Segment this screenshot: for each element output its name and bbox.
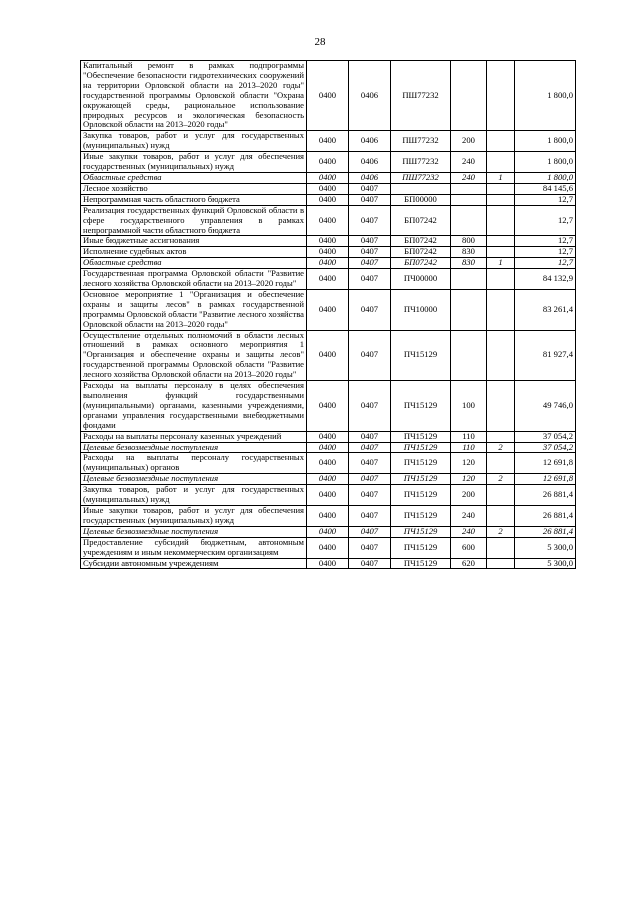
row-subsection-code: 0407 (349, 381, 391, 432)
table-row (81, 537, 576, 558)
row-amount: 37 054,2 (515, 431, 576, 442)
row-expense-type: 200 (451, 485, 487, 506)
row-subsection-code: 0406 (349, 61, 391, 131)
row-name: Иные бюджетные ассигнования (81, 236, 307, 247)
row-section-code: 0400 (307, 236, 349, 247)
row-section-code: 0400 (307, 152, 349, 173)
row-target-article: ПЧ10000 (391, 289, 451, 330)
row-expense-type: 240 (451, 526, 487, 537)
row-expense-type: 600 (451, 537, 487, 558)
row-funding-source (487, 194, 515, 205)
row-funding-source (487, 269, 515, 290)
row-amount: 49 746,0 (515, 381, 576, 432)
row-section-code: 0400 (307, 474, 349, 485)
row-section-code: 0400 (307, 183, 349, 194)
row-expense-type: 100 (451, 381, 487, 432)
row-subsection-code: 0407 (349, 183, 391, 194)
row-section-code: 0400 (307, 61, 349, 131)
row-name: Лесное хозяйство (81, 183, 307, 194)
row-section-code: 0400 (307, 194, 349, 205)
row-name: Областные средства (81, 172, 307, 183)
row-subsection-code: 0406 (349, 172, 391, 183)
row-section-code: 0400 (307, 442, 349, 453)
row-subsection-code: 0407 (349, 205, 391, 236)
row-expense-type: 110 (451, 442, 487, 453)
row-section-code: 0400 (307, 558, 349, 569)
table-row (81, 381, 576, 432)
table-row (81, 258, 576, 269)
row-target-article: ПШ77232 (391, 172, 451, 183)
row-funding-source: 2 (487, 526, 515, 537)
table-row (81, 131, 576, 152)
row-funding-source: 2 (487, 474, 515, 485)
row-section-code: 0400 (307, 258, 349, 269)
row-subsection-code: 0407 (349, 537, 391, 558)
row-name: Реализация государственных функций Орловской области в сфере государственного управления в рамках непрограммной части областного бюджета (81, 205, 307, 236)
row-funding-source (487, 247, 515, 258)
row-expense-type (451, 289, 487, 330)
row-amount: 12,7 (515, 247, 576, 258)
row-name: Основное мероприятие 1 "Организация и обеспечение охраны и защиты лесов" в рамках государственной программы Орловской области "Развитие лесного хозяйства Орловской области на 2013–2020 годы" (81, 289, 307, 330)
table-row (81, 474, 576, 485)
table-row (81, 442, 576, 453)
table-row (81, 152, 576, 173)
row-subsection-code: 0407 (349, 431, 391, 442)
row-name: Целевые безвозмездные поступления (81, 474, 307, 485)
row-subsection-code: 0407 (349, 258, 391, 269)
row-amount: 5 300,0 (515, 537, 576, 558)
row-subsection-code: 0407 (349, 194, 391, 205)
row-expense-type: 240 (451, 152, 487, 173)
row-funding-source (487, 537, 515, 558)
row-expense-type: 830 (451, 247, 487, 258)
row-expense-type: 120 (451, 474, 487, 485)
row-target-article: ПШ77232 (391, 131, 451, 152)
table-row (81, 453, 576, 474)
row-section-code: 0400 (307, 289, 349, 330)
row-name: Субсидии автономным учреждениям (81, 558, 307, 569)
row-name: Целевые безвозмездные поступления (81, 442, 307, 453)
row-target-article: ПЧ00000 (391, 269, 451, 290)
row-target-article: БП07242 (391, 205, 451, 236)
row-amount: 1 800,0 (515, 172, 576, 183)
row-amount: 12,7 (515, 205, 576, 236)
row-section-code: 0400 (307, 269, 349, 290)
row-expense-type (451, 194, 487, 205)
row-section-code: 0400 (307, 485, 349, 506)
row-funding-source (487, 131, 515, 152)
table-row (81, 236, 576, 247)
row-funding-source (487, 289, 515, 330)
row-section-code: 0400 (307, 537, 349, 558)
row-name: Областные средства (81, 258, 307, 269)
row-target-article: ПЧ15129 (391, 381, 451, 432)
table-row (81, 183, 576, 194)
row-amount: 12 691,8 (515, 474, 576, 485)
row-target-article: ПЧ15129 (391, 431, 451, 442)
row-name: Исполнение судебных актов (81, 247, 307, 258)
row-funding-source (487, 431, 515, 442)
row-amount: 81 927,4 (515, 330, 576, 381)
row-target-article: ПЧ15129 (391, 558, 451, 569)
row-expense-type: 110 (451, 431, 487, 442)
table-row (81, 247, 576, 258)
row-amount: 26 881,4 (515, 485, 576, 506)
row-amount: 84 145,6 (515, 183, 576, 194)
row-funding-source (487, 558, 515, 569)
table-row (81, 526, 576, 537)
row-funding-source: 2 (487, 442, 515, 453)
row-name: Закупка товаров, работ и услуг для государственных (муниципальных) нужд (81, 131, 307, 152)
row-funding-source: 1 (487, 258, 515, 269)
row-amount: 26 881,4 (515, 526, 576, 537)
row-subsection-code: 0407 (349, 269, 391, 290)
row-funding-source (487, 205, 515, 236)
page-number: 28 (314, 36, 326, 48)
row-amount: 1 800,0 (515, 152, 576, 173)
row-target-article: БП00000 (391, 194, 451, 205)
row-name: Государственная программа Орловской области "Развитие лесного хозяйства Орловской области на 2013–2020 годы" (81, 269, 307, 290)
table-row (81, 205, 576, 236)
row-expense-type (451, 205, 487, 236)
row-target-article: БП07242 (391, 258, 451, 269)
row-name: Расходы на выплаты персоналу государственных (муниципальных) органов (81, 453, 307, 474)
row-subsection-code: 0407 (349, 247, 391, 258)
row-name: Осуществление отдельных полномочий в области лесных отношений в рамках основного мероприятия 1 "Организация и обеспечение охраны и защиты лесов" государственной программы Орловской области "Развитие лесного хозяйства Орловской области на 2013–2020 годы" (81, 330, 307, 381)
row-name: Расходы на выплаты персоналу в целях обеспечения выполнения функций государственными (муниципальными) органами, казенными учреждениями, органами управления государственными внебюджетными фондами (81, 381, 307, 432)
row-funding-source (487, 61, 515, 131)
table-row (81, 330, 576, 381)
row-name: Иные закупки товаров, работ и услуг для обеспечения государственных (муниципальных) нужд (81, 152, 307, 173)
row-subsection-code: 0407 (349, 236, 391, 247)
row-target-article: ПЧ15129 (391, 537, 451, 558)
row-expense-type: 620 (451, 558, 487, 569)
row-expense-type: 200 (451, 131, 487, 152)
table-row (81, 431, 576, 442)
row-expense-type (451, 61, 487, 131)
row-name: Целевые безвозмездные поступления (81, 526, 307, 537)
row-funding-source (487, 485, 515, 506)
row-amount: 5 300,0 (515, 558, 576, 569)
row-name: Закупка товаров, работ и услуг для государственных (муниципальных) нужд (81, 485, 307, 506)
row-subsection-code: 0407 (349, 453, 391, 474)
row-amount: 1 800,0 (515, 61, 576, 131)
row-section-code: 0400 (307, 247, 349, 258)
row-expense-type (451, 183, 487, 194)
budget-table (80, 60, 576, 569)
table-row (81, 61, 576, 131)
table-row (81, 194, 576, 205)
row-funding-source (487, 152, 515, 173)
row-expense-type: 800 (451, 236, 487, 247)
row-target-article: ПШ77232 (391, 152, 451, 173)
row-section-code: 0400 (307, 131, 349, 152)
row-section-code: 0400 (307, 205, 349, 236)
row-funding-source (487, 381, 515, 432)
row-target-article (391, 183, 451, 194)
row-amount: 1 800,0 (515, 131, 576, 152)
row-subsection-code: 0407 (349, 485, 391, 506)
row-funding-source: 1 (487, 172, 515, 183)
row-expense-type: 240 (451, 172, 487, 183)
row-funding-source (487, 453, 515, 474)
row-target-article: ПЧ15129 (391, 453, 451, 474)
row-subsection-code: 0406 (349, 131, 391, 152)
row-expense-type: 120 (451, 453, 487, 474)
row-target-article: ПЧ15129 (391, 505, 451, 526)
row-funding-source (487, 505, 515, 526)
table-row (81, 269, 576, 290)
row-expense-type (451, 269, 487, 290)
row-amount: 37 054,2 (515, 442, 576, 453)
row-section-code: 0400 (307, 330, 349, 381)
row-amount: 84 132,9 (515, 269, 576, 290)
row-subsection-code: 0407 (349, 289, 391, 330)
row-section-code: 0400 (307, 505, 349, 526)
row-target-article: ПЧ15129 (391, 442, 451, 453)
row-subsection-code: 0407 (349, 505, 391, 526)
row-subsection-code: 0407 (349, 442, 391, 453)
row-amount: 12,7 (515, 236, 576, 247)
row-subsection-code: 0407 (349, 330, 391, 381)
row-target-article: ПЧ15129 (391, 474, 451, 485)
row-target-article: ПЧ15129 (391, 330, 451, 381)
row-expense-type: 830 (451, 258, 487, 269)
row-subsection-code: 0407 (349, 558, 391, 569)
row-target-article: БП07242 (391, 236, 451, 247)
row-name: Расходы на выплаты персоналу казенных учреждений (81, 431, 307, 442)
table-row (81, 485, 576, 506)
row-name: Капитальный ремонт в рамках подпрограммы "Обеспечение безопасности гидротехнических сооружений на территории Орловской области на 2013–2020 годы" государственной программы Орловской области "Охрана окружающей среды, рациональное использование природных ресурсов и экологическая безопасность Орловской области на 2013–2020 годы" (81, 61, 307, 131)
row-target-article: ПЧ15129 (391, 526, 451, 537)
row-amount: 26 881,4 (515, 505, 576, 526)
row-subsection-code: 0407 (349, 474, 391, 485)
table-row (81, 558, 576, 569)
row-section-code: 0400 (307, 453, 349, 474)
row-section-code: 0400 (307, 381, 349, 432)
row-subsection-code: 0406 (349, 152, 391, 173)
row-name: Предоставление субсидий бюджетным, автономным учреждениям и иным некоммерческим организациям (81, 537, 307, 558)
row-funding-source (487, 236, 515, 247)
row-target-article: ПЧ15129 (391, 485, 451, 506)
table-row (81, 289, 576, 330)
table-row (81, 172, 576, 183)
row-section-code: 0400 (307, 172, 349, 183)
row-section-code: 0400 (307, 526, 349, 537)
row-target-article: ПШ77232 (391, 61, 451, 131)
row-amount: 12,7 (515, 258, 576, 269)
row-expense-type: 240 (451, 505, 487, 526)
row-subsection-code: 0407 (349, 526, 391, 537)
row-amount: 83 261,4 (515, 289, 576, 330)
row-funding-source (487, 330, 515, 381)
table-row (81, 505, 576, 526)
row-amount: 12 691,8 (515, 453, 576, 474)
row-expense-type (451, 330, 487, 381)
row-section-code: 0400 (307, 431, 349, 442)
row-name: Иные закупки товаров, работ и услуг для обеспечения государственных (муниципальных) нужд (81, 505, 307, 526)
row-target-article: БП07242 (391, 247, 451, 258)
row-funding-source (487, 183, 515, 194)
row-amount: 12,7 (515, 194, 576, 205)
row-name: Непрограммная часть областного бюджета (81, 194, 307, 205)
